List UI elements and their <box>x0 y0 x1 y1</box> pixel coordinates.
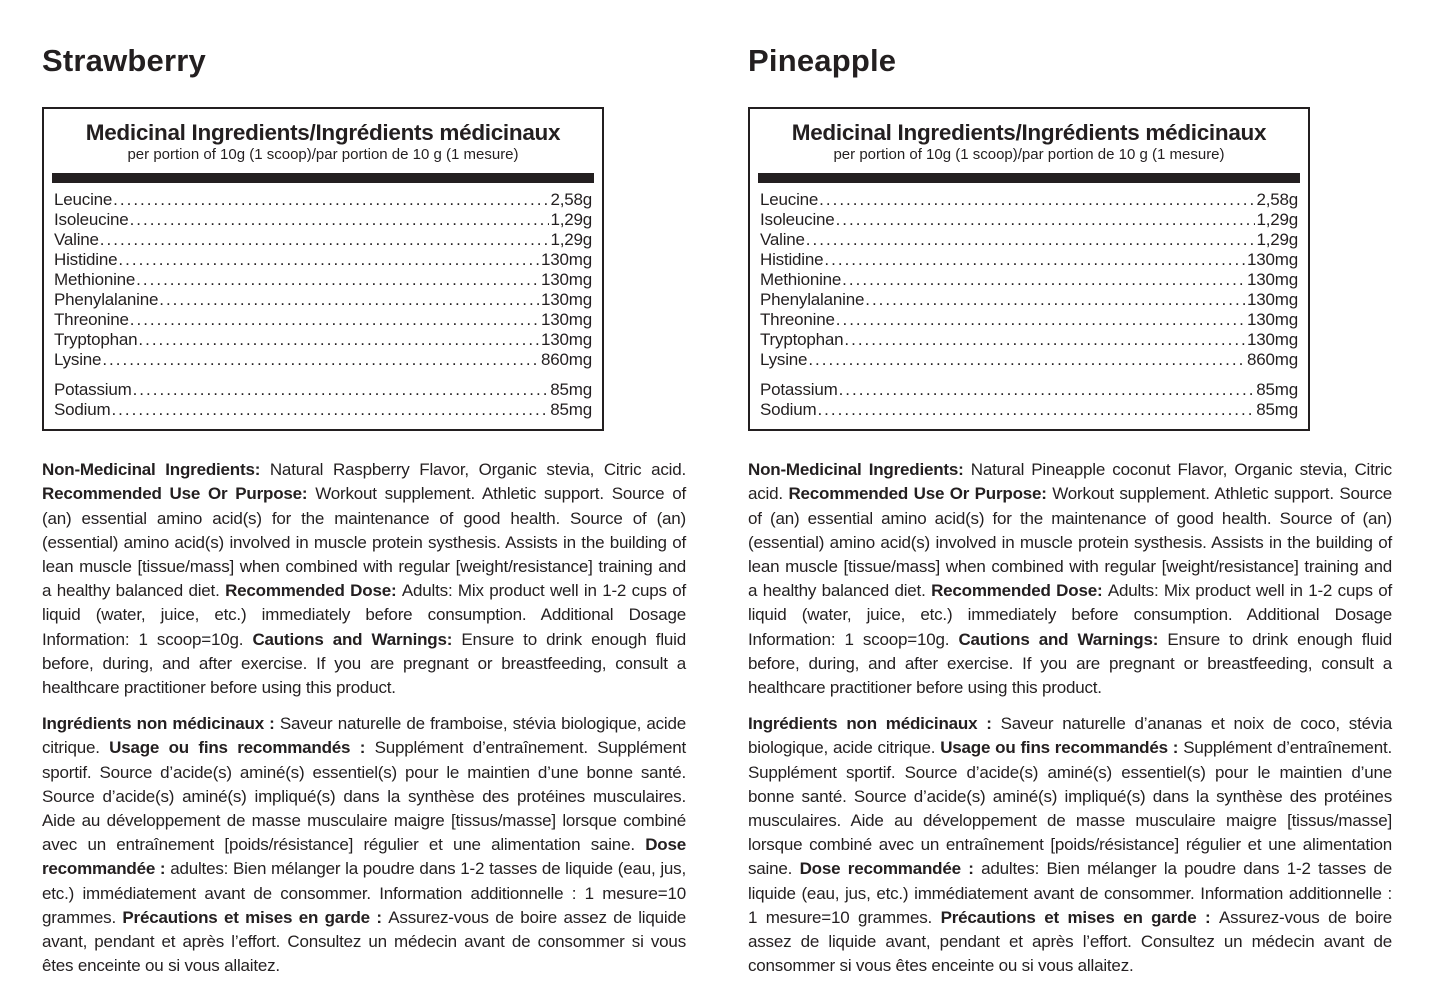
table-title: Medicinal Ingredients/Ingrédients médicinaux <box>85 120 561 146</box>
english-info-paragraph: Non-Medicinal Ingredients: Natural Pineapple coconut Flavor, Organic stevia, Citric acid. Recommended Use Or Purpose: Workout supplement. Athletic support. Source of (an) essential amino acid(s) for the maintenance of good health. Source of (an) (essential) amino acid(s) involved in muscle protein systhesis. Assists in the building of lean muscle [tissue/mass] when combined with regular [weight/resistance] training and a healthy balanced diet. Recommended Dose: Adults: Mix product well in 1-2 cups of liquid (water, juice, etc.) immediately before consumption. Additional Dosage Information: 1 scoop=10g. Cautions and Warnings: Ensure to drink enough fluid before, during, and after exercise. If you are pregnant or breastfeeding, consult a healthcare practitioner before using this product. <box>748 460 1393 697</box>
row-group-gap <box>52 370 594 380</box>
dot-leader <box>817 400 1255 420</box>
ingredient-row <box>760 290 1298 310</box>
ingredient-row <box>54 400 592 420</box>
ingredient-value: 130mg <box>541 290 592 310</box>
medicinal-ingredients-table <box>748 107 1310 431</box>
ingredient-value: 860mg <box>541 350 592 370</box>
ingredient-value: 130mg <box>541 270 592 290</box>
ingredient-value: 130mg <box>1247 330 1298 350</box>
ingredient-name: Phenylalanine <box>760 290 865 310</box>
dot-leader <box>806 230 1256 250</box>
ingredient-name: Leucine <box>760 190 819 210</box>
table-title: Medicinal Ingredients/Ingrédients médicinaux <box>791 120 1267 146</box>
ingredient-row <box>54 230 592 250</box>
dot-leader <box>836 310 1246 330</box>
dot-leader <box>136 270 540 290</box>
divider-bar <box>52 173 594 183</box>
flavor-panel-strawberry <box>42 44 686 1004</box>
ingredient-value: 85mg <box>550 400 592 420</box>
dot-leader <box>808 350 1246 370</box>
flavor-panel-pineapple <box>748 44 1392 1004</box>
ingredient-value: 860mg <box>1247 350 1298 370</box>
ingredient-row <box>760 250 1298 270</box>
dot-leader <box>130 210 550 230</box>
ingredient-name: Histidine <box>760 250 824 270</box>
ingredient-row <box>54 380 592 400</box>
dot-leader <box>824 250 1246 270</box>
ingredient-row <box>760 210 1298 230</box>
ingredient-value: 2,58g <box>550 190 592 210</box>
ingredient-row <box>54 330 592 350</box>
dot-leader <box>844 330 1246 350</box>
ingredient-value: 85mg <box>1256 380 1298 400</box>
ingredient-name: Methionine <box>760 270 842 290</box>
dot-leader <box>111 400 549 420</box>
french-info-paragraph: Ingrédients non médicinaux : Saveur naturelle d’ananas et noix de coco, stévia biologique, acide citrique. Usage ou fins recommandés : Supplément d’entraînement. Supplément sportif. Source d’acide(s) aminé(s) essentiel(s) pour le maintien d’une bonne santé. Source d’acide(s) aminé(s) impliqué(s) dans la synthèse des protéines musculaires. Aide au développement de masse musculaire maigre [tissus/masse] lorsque combiné avec un entraînement [poids/résistance] régulier et une alimentation saine. Dose recommandée : adultes: Bien mélanger la poudre dans 1-2 tasses de liquide (eau, jus, etc.) immédiatement avant de consommer. Information additionnelle : 1 mesure=10 grammes. Précautions et mises en garde : Assurez-vous de boire assez de liquide avant, pendant et après l’effort. Consultez un médecin avant de consommer si vous êtes enceinte ou si vous allaitez. <box>748 714 1393 976</box>
ingredient-value: 85mg <box>550 380 592 400</box>
ingredient-row <box>54 310 592 330</box>
ingredient-name: Sodium <box>760 400 817 420</box>
ingredient-value: 1,29g <box>550 210 592 230</box>
dot-leader <box>102 350 540 370</box>
ingredient-row <box>54 290 592 310</box>
divider-bar <box>758 173 1300 183</box>
dot-leader <box>130 310 540 330</box>
ingredient-row <box>54 250 592 270</box>
ingredient-value: 1,29g <box>1256 210 1298 230</box>
english-info-paragraph: Non-Medicinal Ingredients: Natural Raspberry Flavor, Organic stevia, Citric acid. Recommended Use Or Purpose: Workout supplement. Athletic support. Source of (an) essential amino acid(s) for the maintenance of good health. Source of (an) (essential) amino acid(s) involved in muscle protein systhesis. Assists in the building of lean muscle [tissue/mass] when combined with regular [weight/resistance] training and a healthy balanced diet. Recommended Dose: Adults: Mix product well in 1-2 cups of liquid (water, juice, etc.) immediately before consumption. Additional Dosage Information: 1 scoop=10g. Cautions and Warnings: Ensure to drink enough fluid before, during, and after exercise. If you are pregnant or breastfeeding, consult a healthcare practitioner before using this product. <box>42 460 687 697</box>
dot-leader <box>819 190 1255 210</box>
ingredient-name: Potassium <box>760 380 838 400</box>
ingredient-row <box>760 330 1298 350</box>
ingredient-value: 130mg <box>1247 250 1298 270</box>
ingredient-value: 130mg <box>541 310 592 330</box>
ingredient-name: Tryptophan <box>54 330 138 350</box>
ingredient-row <box>760 230 1298 250</box>
dot-leader <box>138 330 540 350</box>
ingredient-name: Isoleucine <box>760 210 835 230</box>
ingredient-row <box>54 350 592 370</box>
ingredient-value: 85mg <box>1256 400 1298 420</box>
ingredient-name: Sodium <box>54 400 111 420</box>
dot-leader <box>133 380 550 400</box>
ingredient-value: 130mg <box>1247 310 1298 330</box>
ingredient-value: 2,58g <box>1256 190 1298 210</box>
dot-leader <box>842 270 1246 290</box>
dot-leader <box>159 290 540 310</box>
ingredient-row <box>54 210 592 230</box>
ingredient-name: Lysine <box>54 350 102 370</box>
french-info-paragraph: Ingrédients non médicinaux : Saveur naturelle de framboise, stévia biologique, acide citrique. Usage ou fins recommandés : Supplément d’entraînement. Supplément sportif. Source d’acide(s) aminé(s) essentiel(s) pour le maintien d’une bonne santé. Source d’acide(s) aminé(s) impliqué(s) dans la synthèse des protéines musculaires. Aide au développement de masse musculaire maigre [tissus/masse] lorsque combiné avec un entraînement [poids/résistance] régulier et une alimentation saine. Dose recommandée : adultes: Bien mélanger la poudre dans 1-2 tasses de liquide (eau, jus, etc.) immédiatement avant de consommer. Information additionnelle : 1 mesure=10 grammes. Précautions et mises en garde : Assurez-vous de boire assez de liquide avant, pendant et après l’effort. Consultez un médecin avant de consommer si vous êtes enceinte ou si vous allaitez. <box>42 714 687 976</box>
ingredient-row <box>760 190 1298 210</box>
medicinal-ingredients-table <box>42 107 604 431</box>
ingredient-row <box>760 380 1298 400</box>
ingredient-name: Histidine <box>54 250 118 270</box>
flavor-title: Pineapple <box>748 43 897 78</box>
dot-leader <box>100 230 550 250</box>
ingredient-name: Phenylalanine <box>54 290 159 310</box>
ingredient-row <box>54 270 592 290</box>
table-subtitle: per portion of 10g (1 scoop)/par portion de 10 g (1 mesure) <box>127 146 519 164</box>
dot-leader <box>118 250 540 270</box>
ingredient-value: 130mg <box>1247 290 1298 310</box>
ingredient-name: Potassium <box>54 380 132 400</box>
ingredient-row <box>760 400 1298 420</box>
dot-leader <box>836 210 1256 230</box>
row-group-gap <box>758 370 1300 380</box>
dot-leader <box>865 290 1246 310</box>
table-subtitle: per portion of 10g (1 scoop)/par portion de 10 g (1 mesure) <box>833 146 1225 164</box>
ingredient-name: Threonine <box>54 310 129 330</box>
ingredient-row <box>760 310 1298 330</box>
dot-leader <box>839 380 1256 400</box>
ingredient-row <box>760 270 1298 290</box>
ingredient-name: Lysine <box>760 350 808 370</box>
ingredient-value: 130mg <box>541 250 592 270</box>
ingredient-name: Tryptophan <box>760 330 844 350</box>
flavor-title: Strawberry <box>42 43 206 78</box>
ingredient-name: Threonine <box>760 310 835 330</box>
ingredient-name: Leucine <box>54 190 113 210</box>
amino-acid-rows <box>52 190 594 370</box>
ingredient-name: Valine <box>760 230 805 250</box>
ingredient-row <box>54 190 592 210</box>
ingredient-name: Methionine <box>54 270 136 290</box>
ingredient-value: 130mg <box>1247 270 1298 290</box>
ingredient-name: Isoleucine <box>54 210 129 230</box>
ingredient-value: 1,29g <box>550 230 592 250</box>
ingredient-row <box>760 350 1298 370</box>
amino-acid-rows <box>758 190 1300 370</box>
ingredient-value: 130mg <box>541 330 592 350</box>
mineral-rows <box>758 380 1300 420</box>
mineral-rows <box>52 380 594 420</box>
dot-leader <box>113 190 549 210</box>
ingredient-value: 1,29g <box>1256 230 1298 250</box>
ingredient-name: Valine <box>54 230 99 250</box>
